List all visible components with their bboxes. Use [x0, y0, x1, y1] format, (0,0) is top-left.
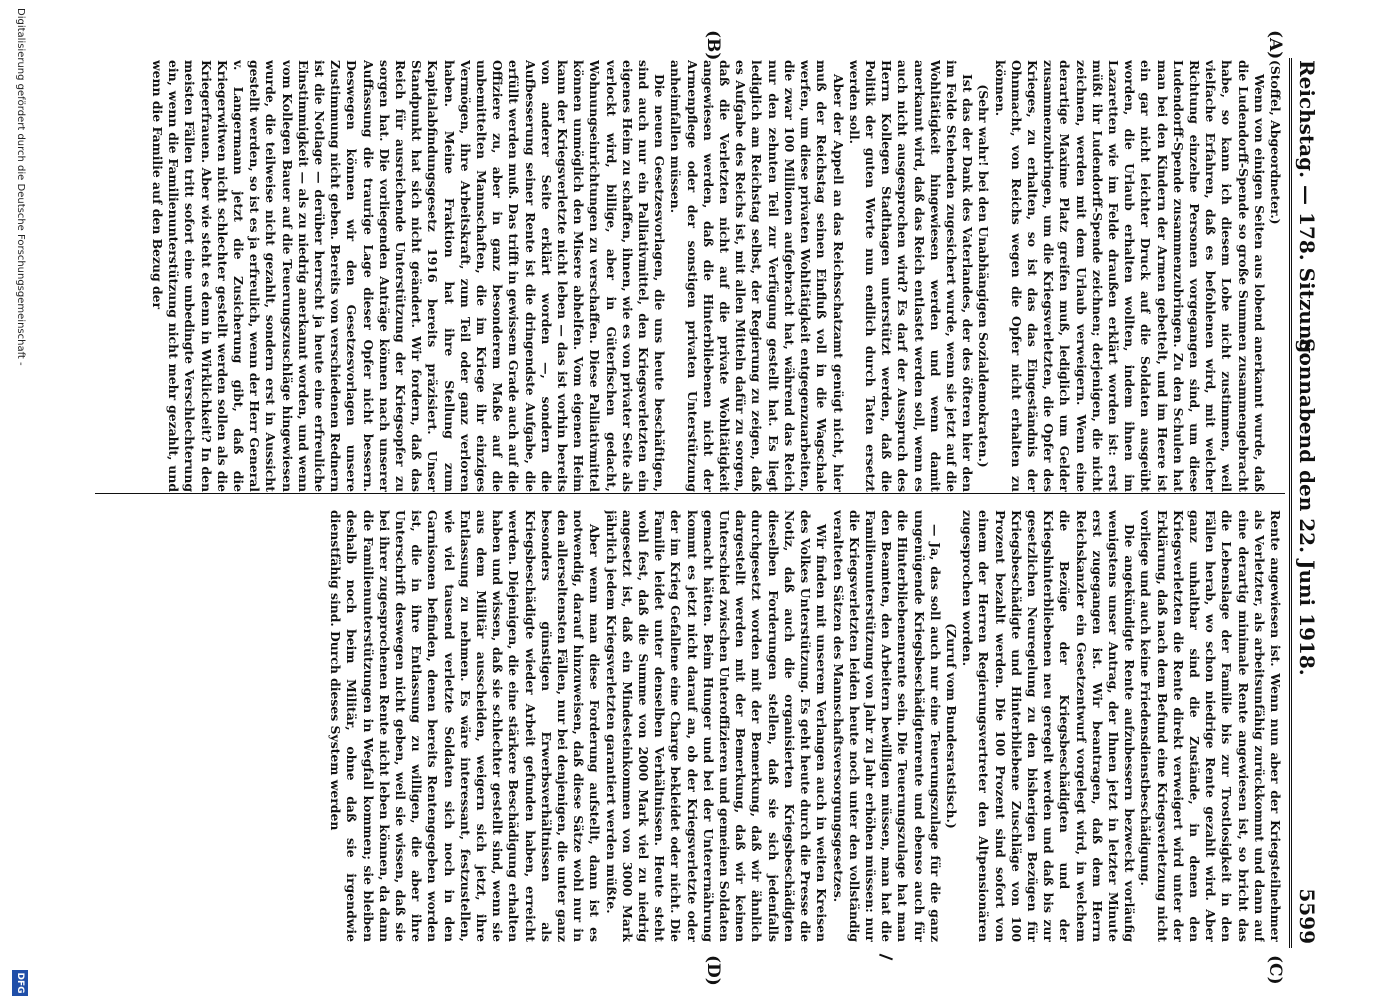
header-title: Reichstag. — 178. Sitzung.	[1295, 60, 1319, 361]
paragraph: Wenn von einigen Seiten aus lobend anerkannt wurde, daß die Ludendorff-Spende so große Summen zusammengebracht habe, so kann ich diesem Lobe nicht zustimmen, weil vielfache Erfahren, daß es befohlenen wird, mit welcher Richtung einzelne Personen vorgegangen sind, um diese Ludendorff-Spende zusammenzubringen. Zu den Schulen hat man bei den Kindern der Armen gebettelt, und im Heere ist ein gar nicht leichter Druck auf die Soldaten ausgeübt worden, die Urlaub erhalten wollten, indem ihnen im Lazaretten wie im Felde draußen erklärt worden ist: erst müßt ihr Ludendorff-Spende zeichnen; derjenigen, die nicht zeichnen, werden mit dem Urlaub verweigern. Wenn eine derartige Maxime Platz greifen muß, lediglich um Gelder zusammenzubringen, um die Kriegsverletzten, die Opfer des Krieges, zu erhalten, so ist das das Eingeständnis der Ohnmacht, von Reichs wegen die Opfer nicht erhalten zu können.	[992, 60, 1267, 492]
footer-note-text: Digitalisierung gefördert durch die Deutsche Forschungsgemeinschaft -	[15, 8, 26, 366]
paragraph: Ist das der Dank des Vaterlandes, der des öfteren hier den im Felde Stehenden zugesichert wurde, wenn sie jetzt auf die Wohltätigkeit hingewiesen werden und wenn damit anerkannt wird, daß das Reich entlastet werden soll, wenn es auch nicht ausgesprochen wird? Es darf der Ausspruch des Herrn Kollegen Stadthagen unterstützt werden, daß die Politik der guten Worte nun endlich durch Taten ersetzt werden soll.	[846, 60, 976, 492]
margin-marker-c: (C)	[1265, 955, 1285, 985]
speaker-label: (Stoffel, Abgeordneter.)	[1268, 60, 1283, 225]
margin-marker-a: (A)	[1265, 30, 1285, 60]
digitization-footer	[8, 0, 28, 1000]
margin-marker-b: (B)	[703, 30, 723, 61]
paragraph: Wir finden mit unserem Verlangen auch in weiten Kreisen des Volkes Unterstützung. Es geht heute durch die Presse die Notiz, daß auch die organisierten Kriegsbeschädigten dieselben Forderungen stellen, daß sie sich jedenfalls durchgesetzt worden mit der Bemerkung, daß wir ähnlich dargestellt werden mit der Bemerkung, daß wir keinen Unterschied zwischen Unteroffizieren und gemeinen Soldaten gemacht hätten. Beim Hunger und bei der Unterernährung kommt es jetzt nicht darauf an, ob der Kriegsverletzte oder der im Krieg Gefallene eine Charge bekleidet oder nicht. Die Familie leidet unter denselben Verhältnissen. Heute steht wohl fest, daß die Summe von 2000 Mark viel zu niedrig angesetzt ist, daß ein Mindesteinkommen von 3000 Mark jährlich jedem Kriegsverletzten garantiert werden müßte.	[603, 510, 830, 942]
interjection: (Sehr wahr! bei den Unabhängigen Sozialdemokraten.)	[976, 84, 992, 468]
interjection: (Zuruf vom Bundesratstisch.)	[943, 623, 959, 829]
paragraph: Aber wenn man diese Forderung aufstellt, dann ist es notwendig, darauf hinzuweisen, daß diese Sätze wohl nur in den allerseltensten Fällen, nur bei denjenigen, die unter ganz besonders günstigen Erwerbsverhältnissen als Kriegsbeschädigte wieder Arbeit gefunden haben, erreicht werden. Diejenigen, die eine stärkere Beschädigung erhalten haben und wissen, daß sie schlechter gestellt sind, wenn sie aus dem Militär ausscheiden, weigern sich jetzt, ihre Entlassung zu nehmen. Es wäre interessant, festzustellen, wie viel tausend verletzte Soldaten sich noch in den Garnisonen befinden, denen bereits Rentengegeben worden ist, die in ihre Entlassung zu willigen, die aber ihre Unterschrift deswegen nicht geben, weil sie wissen, daß sie bei ihrer zugesprochenen Rente nicht leben können, da dann die Familienunterstützungen in Wegfall kommen; sie bleiben deshalb noch beim Militär, ohne daß sie irgendwie dienstfähig sind. Durch dieses System werden	[328, 510, 603, 942]
paragraph: — Ja, das soll auch nur eine Teuerungszulage für die ganz ungenügende Kriegsbeschädigtenrente und ebenso auch für die Hinterbliebenenrente sein. Die Teuerungszulage hat man den Beamten, den Arbeitern bewilligen müssen, man hat die Familienunterstützung von Jahr zu Jahr erhöhen müssen: nur die Kriegsverletzten leiden heute noch unter den vollständig veralteten Sätzen des Mannschaftsversorgungsgesetzes.	[830, 510, 943, 942]
paragraph: Die angekündigte Rente aufzubessern bezweckt vorläufig wenigstens unser Antrag, der Ihnen jetzt in letzter Minute erst zugegangen ist. Wir beantragen, daß dem Herrn Reichskanzler ein Gesetzentwurf vorgelegt wird, in welchem die Bezüge der Kriegsbeschädigten und der Kriegshinterbliebenen neu geregelt werden und daß bis zur gesetzlichen Neuregelung zu den bisherigen Bezügen für Kriegsbeschädigte und Hinterbliebene Zuschläge von 100 Prozent bezahlt werden. Die 100 Prozent sind sofort von einem der Herren Regierungsvertreter den Altpensionären zugesprochen worden.	[960, 510, 1138, 942]
dfg-logo-icon: DFG	[12, 970, 28, 996]
left-column	[95, 60, 1283, 492]
page-header	[1289, 58, 1323, 948]
paragraph: Aber der Appell an das Reichsschatzamt genügt nicht, hier muß der Reichstag seinen Einfluß voll in die Wagschale werfen, um diese privaten Wohltätigkeit entgegenzuarbeiten, die zwar 100 Millionen aufgebracht hat, während das Reich nur den zehnten Teil zur Verfügung gestellt hat. Es liegt lediglich am Reichstag selbst, der Regierung zu zeigen, daß es Aufgabe des Reichs ist, mit allen Mitteln dafür zu sorgen, daß die Verletzten nicht auf die private Wohltätigkeit angewiesen werden, daß die Hinterbliebenen nicht der Armenpflege oder der sonstigen privaten Unterstützung anheimfallen müssen.	[668, 60, 846, 492]
margin-marker-d: (D)	[703, 955, 723, 986]
column-divider	[95, 493, 1285, 494]
paragraph: Rente angewiesen ist. Wenn nun aber der Kriegsteilnehmer als Verletzter, als arbeitsunfähig zurückkommt und dann auf eine derartig minimale Rente angewiesen ist, so bricht das die Lebenslage der Familie bis zur Trostlosigkeit in den Fällen herab, wo schon niedrige Rente gezahlt wird. Aber ganz unhaltbar sind die Zustände, in denen den Kriegsverletzten die Rente direkt verweigert wird unter der Erklärung, daß nach dem Befund eine Kriegsverletzung nicht vorliege und auch keine Friedensdienstbeschädigung.	[1138, 510, 1283, 942]
header-page-number: 5599	[1295, 888, 1319, 944]
header-date: Sonnabend den 22. Juni 1918.	[1295, 338, 1319, 676]
margin-tick	[879, 954, 893, 961]
right-column	[95, 510, 1283, 942]
paragraph: Die neuen Gesetzesvorlagen, die uns heute beschäftigen, sind auch nur ein Palliativmittel, den Kriegsverletzten ein eigenes Heim zu schaffen, ihnen, wie es von privater Seite als verlockt wird, billige, aber in Güterfischen gedacht, Wohnungseinrichtungen zu verschaffen. Diese Palliativmittel können unmöglich den Misere abhelfen. Vom eigenen Heim kann der Kriegsverletzte nicht leben — das ist vorhin bereits von anderer Seite erklärt worden —, sondern die Aufbesserung seiner Rente ist die dringendste Aufgabe, die erfüllt werden muß. Das trifft in gewissem Grade auch auf die Offiziere zu, aber in ganz besonderem Maße auf die unbemittelten Mannschaften, die im Kriege ihr einziges Vermögen, ihre Arbeitskraft, zum Teil oder ganz verloren haben. Meine Fraktion hat ihre Stellung zum Kapitalabfindungsgesetz 1916 bereits präzisiert. Unser Standpunkt hat sich nicht geändert. Wir fordern, daß das Reich für ausreichende Unterstützung der Kriegsopfer zu sorgen hat. Die vorliegenden Anträge können nach unserer Auffassung die traurige Lage dieser Opfer nicht bessern. Deswegen können wir den Gesetzesvorlagen unsere Zustimmung nicht geben. Bereits von verschiedenen Rednern ist die Notlage — derüber herrscht ja heute eine erfreuliche Einstimmigkeit — als zu niedrig anerkannt worden, und wenn vom Kollegen Bauer auf die Teuerungszuschläge hingewiesen wurde, die teilweise nicht gezahlt, sondern erst in Aussicht gestellt werden, so ist es ja erfreulich, wenn der Herr General v. Langermann jetzt die Zusicherung gibt, daß die Kriegerwitwen nicht schlechter gestellt werden sollen als die Kriegerfrauen. Aber wie steht es denn in Wirklichkeit? In den meisten Fällen tritt sofort eine unbedingte Verschlechterung ein, wenn die Familienunterstützung nicht mehr gezahlt, und wenn die Familie auf den Bezug der	[149, 60, 668, 492]
